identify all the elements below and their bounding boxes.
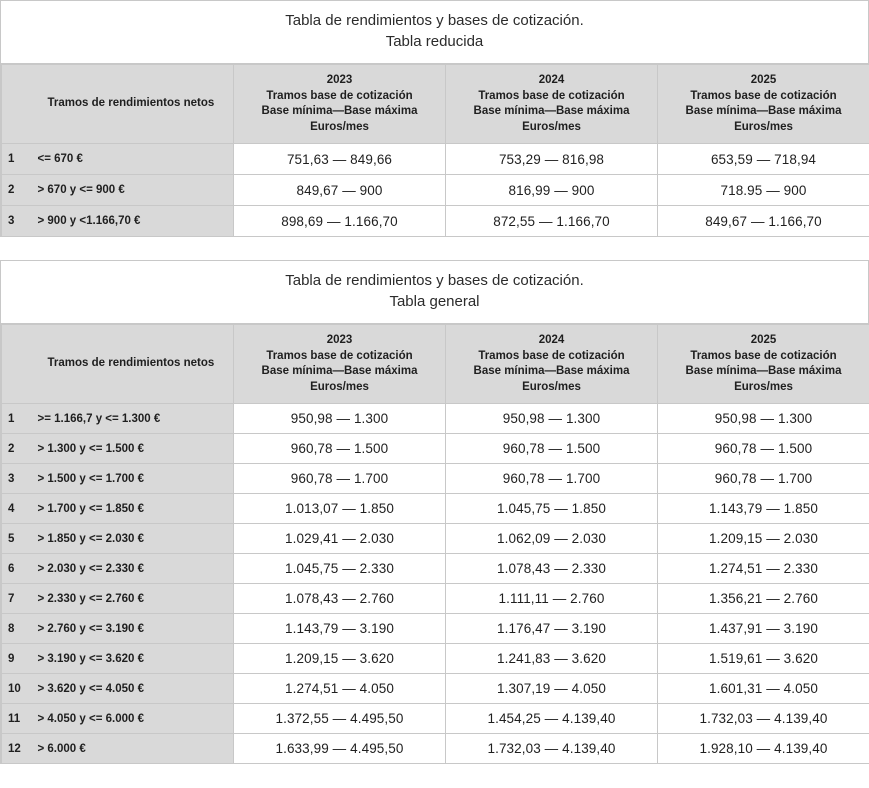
row-tramo: > 4.050 y <= 6.000 € — [30, 704, 234, 734]
cell-2025: 950,98 — 1.300 — [658, 404, 869, 434]
cell-2023: 1.045,75 — 2.330 — [234, 554, 446, 584]
header-year-line4: Euros/mes — [734, 120, 793, 133]
row-number: 5 — [2, 524, 30, 554]
row-number: 9 — [2, 644, 30, 674]
row-tramo: > 900 y <1.166,70 € — [30, 206, 234, 237]
cell-2024: 1.062,09 — 2.030 — [446, 524, 658, 554]
row-tramo: > 3.620 y <= 4.050 € — [30, 674, 234, 704]
header-year-label: 2025 — [750, 334, 777, 346]
header-year-line4: Euros/mes — [734, 380, 793, 393]
row-number: 1 — [2, 404, 30, 434]
cell-2024: 753,29 — 816,98 — [446, 144, 658, 175]
cell-2024: 960,78 — 1.500 — [446, 434, 658, 464]
caption-line-1: Tabla de rendimientos y bases de cotización. — [285, 272, 584, 289]
row-tramo: > 6.000 € — [30, 734, 234, 764]
cell-2025: 1.601,31 — 4.050 — [658, 674, 869, 704]
cell-2023: 1.274,51 — 4.050 — [234, 674, 446, 704]
header-tramos: Tramos de rendimientos netos — [30, 325, 234, 404]
cell-2023: 1.029,41 — 2.030 — [234, 524, 446, 554]
row-number: 2 — [2, 175, 30, 206]
table-row — [2, 206, 869, 237]
header-year-line3: Base mínima—Base máxima — [473, 105, 630, 117]
cell-2023: 1.209,15 — 3.620 — [234, 644, 446, 674]
cell-2024: 1.732,03 — 4.139,40 — [446, 734, 658, 764]
cell-2024: 872,55 — 1.166,70 — [446, 206, 658, 237]
header-year-2023 — [234, 65, 446, 144]
row-tramo: > 1.300 y <= 1.500 € — [30, 434, 234, 464]
row-tramo: >= 1.166,7 y <= 1.300 € — [30, 404, 234, 434]
table-row — [2, 404, 869, 434]
header-year-label: 2024 — [538, 74, 565, 86]
header-year-label: 2023 — [326, 334, 353, 346]
cell-2023: 1.013,07 — 1.850 — [234, 494, 446, 524]
row-tramo: > 2.030 y <= 2.330 € — [30, 554, 234, 584]
row-number: 8 — [2, 614, 30, 644]
header-year-line2: Tramos base de cotización — [266, 349, 413, 362]
cell-2023: 960,78 — 1.700 — [234, 464, 446, 494]
table-row — [2, 614, 869, 644]
tabla-reducida — [1, 64, 869, 237]
tabla-reducida-header — [2, 65, 869, 144]
row-number: 10 — [2, 674, 30, 704]
cell-2025: 1.274,51 — 2.330 — [658, 554, 869, 584]
cell-2025: 849,67 — 1.166,70 — [658, 206, 869, 237]
header-tramos: Tramos de rendimientos netos — [30, 65, 234, 144]
header-year-2025 — [658, 325, 869, 404]
table-row — [2, 175, 869, 206]
cell-2023: 1.633,99 — 4.495,50 — [234, 734, 446, 764]
cell-2025: 1.928,10 — 4.139,40 — [658, 734, 869, 764]
table-row — [2, 584, 869, 614]
row-tramo: <= 670 € — [30, 144, 234, 175]
header-year-line4: Euros/mes — [522, 380, 581, 393]
header-year-line4: Euros/mes — [310, 120, 369, 133]
cell-2023: 1.372,55 — 4.495,50 — [234, 704, 446, 734]
cell-2024: 1.307,19 — 4.050 — [446, 674, 658, 704]
row-tramo: > 2.330 y <= 2.760 € — [30, 584, 234, 614]
header-year-line3: Base mínima—Base máxima — [473, 365, 630, 377]
table-row — [2, 144, 869, 175]
header-year-label: 2025 — [750, 74, 777, 86]
header-year-2024 — [446, 65, 658, 144]
cell-2025: 1.143,79 — 1.850 — [658, 494, 869, 524]
table-row — [2, 464, 869, 494]
header-year-2023 — [234, 325, 446, 404]
caption-line-2: Tabla reducida — [385, 33, 484, 50]
row-number: 1 — [2, 144, 30, 175]
header-row — [2, 65, 869, 144]
row-number: 7 — [2, 584, 30, 614]
cell-2023: 1.078,43 — 2.760 — [234, 584, 446, 614]
header-year-line4: Euros/mes — [310, 380, 369, 393]
header-year-label: 2024 — [538, 334, 565, 346]
cell-2023: 1.143,79 — 3.190 — [234, 614, 446, 644]
row-tramo: > 1.700 y <= 1.850 € — [30, 494, 234, 524]
table-row — [2, 554, 869, 584]
table-row — [2, 734, 869, 764]
row-tramo: > 1.850 y <= 2.030 € — [30, 524, 234, 554]
row-number: 6 — [2, 554, 30, 584]
cell-2023: 960,78 — 1.500 — [234, 434, 446, 464]
table-row — [2, 674, 869, 704]
cell-2025: 1.519,61 — 3.620 — [658, 644, 869, 674]
table-separator — [0, 237, 869, 260]
header-year-line3: Base mínima—Base máxima — [261, 365, 418, 377]
tabla-general-block — [0, 260, 869, 764]
cell-2024: 1.111,11 — 2.760 — [446, 584, 658, 614]
header-year-line3: Base mínima—Base máxima — [685, 105, 842, 117]
table-row — [2, 524, 869, 554]
row-tramo: > 1.500 y <= 1.700 € — [30, 464, 234, 494]
header-year-line2: Tramos base de cotización — [266, 89, 413, 102]
cell-2023: 898,69 — 1.166,70 — [234, 206, 446, 237]
cell-2024: 1.454,25 — 4.139,40 — [446, 704, 658, 734]
row-number: 2 — [2, 434, 30, 464]
cell-2025: 1.209,15 — 2.030 — [658, 524, 869, 554]
cell-2023: 751,63 — 849,66 — [234, 144, 446, 175]
row-tramo: > 2.760 y <= 3.190 € — [30, 614, 234, 644]
tabla-reducida-body — [2, 144, 869, 237]
cell-2024: 950,98 — 1.300 — [446, 404, 658, 434]
caption-line-2: Tabla general — [389, 293, 480, 310]
header-row — [2, 325, 869, 404]
cell-2025: 1.356,21 — 2.760 — [658, 584, 869, 614]
cell-2024: 960,78 — 1.700 — [446, 464, 658, 494]
header-year-2025 — [658, 65, 869, 144]
header-corner-cell — [2, 325, 30, 404]
header-year-line2: Tramos base de cotización — [690, 89, 837, 102]
cell-2025: 960,78 — 1.500 — [658, 434, 869, 464]
cell-2025: 1.732,03 — 4.139,40 — [658, 704, 869, 734]
cell-2024: 1.078,43 — 2.330 — [446, 554, 658, 584]
row-number: 3 — [2, 206, 30, 237]
row-tramo: > 670 y <= 900 € — [30, 175, 234, 206]
cell-2024: 1.241,83 — 3.620 — [446, 644, 658, 674]
tabla-general-body — [2, 404, 869, 764]
cell-2025: 718.95 — 900 — [658, 175, 869, 206]
row-tramo: > 3.190 y <= 3.620 € — [30, 644, 234, 674]
cell-2023: 849,67 — 900 — [234, 175, 446, 206]
cell-2025: 960,78 — 1.700 — [658, 464, 869, 494]
caption-line-1: Tabla de rendimientos y bases de cotización. — [285, 12, 584, 29]
table-row — [2, 494, 869, 524]
header-year-line3: Base mínima—Base máxima — [685, 365, 842, 377]
tabla-general-caption — [1, 261, 868, 324]
header-year-line2: Tramos base de cotización — [478, 89, 625, 102]
header-year-line4: Euros/mes — [522, 120, 581, 133]
row-number: 12 — [2, 734, 30, 764]
table-row — [2, 704, 869, 734]
header-year-line2: Tramos base de cotización — [478, 349, 625, 362]
cell-2024: 1.176,47 — 3.190 — [446, 614, 658, 644]
header-year-label: 2023 — [326, 74, 353, 86]
cell-2025: 1.437,91 — 3.190 — [658, 614, 869, 644]
header-year-line3: Base mínima—Base máxima — [261, 105, 418, 117]
row-number: 11 — [2, 704, 30, 734]
cell-2024: 1.045,75 — 1.850 — [446, 494, 658, 524]
cell-2023: 950,98 — 1.300 — [234, 404, 446, 434]
cell-2025: 653,59 — 718,94 — [658, 144, 869, 175]
table-row — [2, 434, 869, 464]
header-year-2024 — [446, 325, 658, 404]
header-corner-cell — [2, 65, 30, 144]
row-number: 3 — [2, 464, 30, 494]
tabla-general — [1, 324, 869, 764]
tabla-reducida-block — [0, 0, 869, 237]
tabla-reducida-caption — [1, 1, 868, 64]
row-number: 4 — [2, 494, 30, 524]
tabla-general-header — [2, 325, 869, 404]
cell-2024: 816,99 — 900 — [446, 175, 658, 206]
header-year-line2: Tramos base de cotización — [690, 349, 837, 362]
table-row — [2, 644, 869, 674]
